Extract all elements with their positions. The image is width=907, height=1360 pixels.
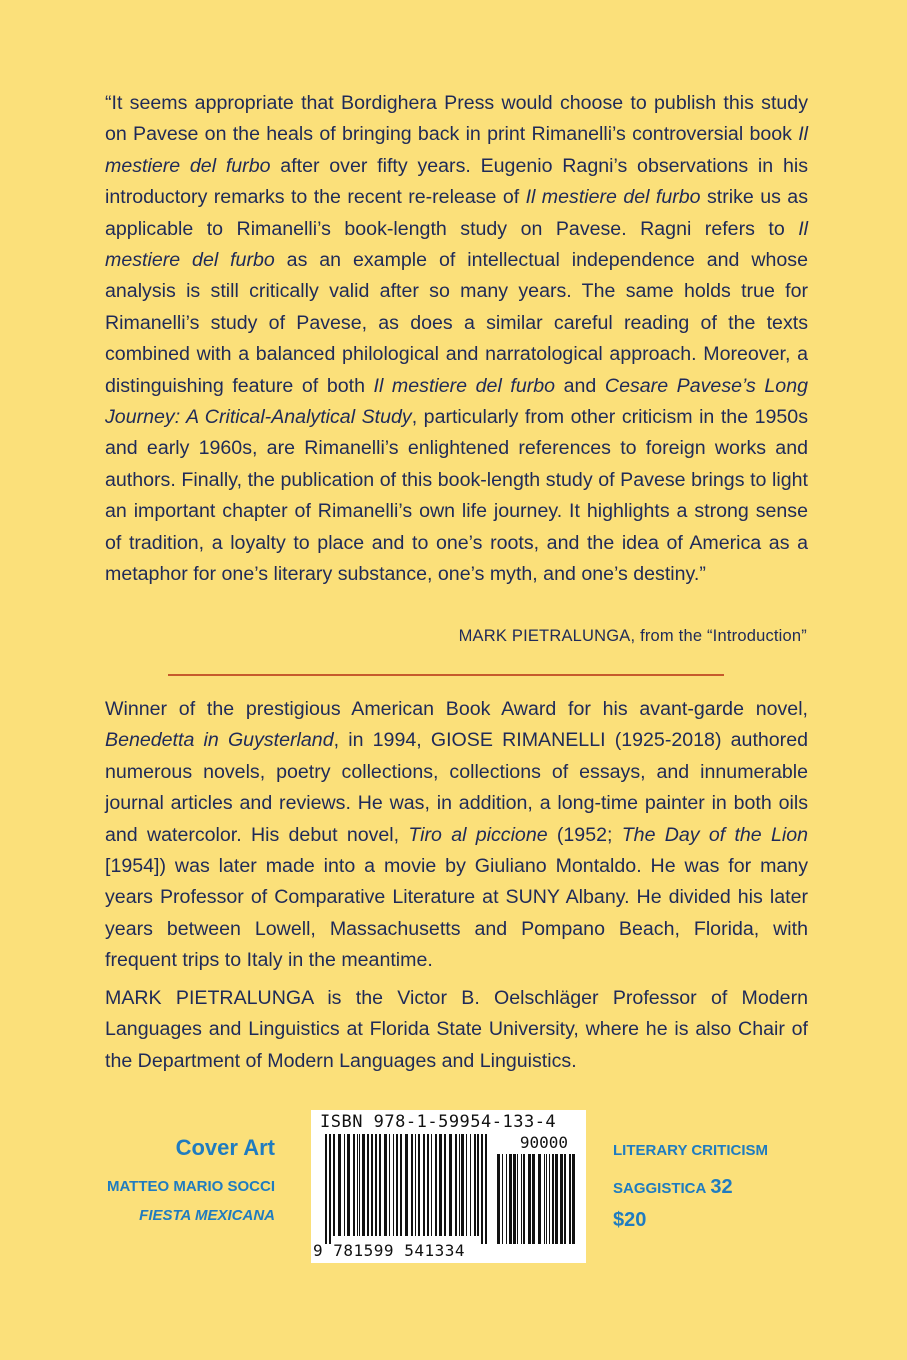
bio-segment: (1952; — [547, 823, 622, 846]
series-number: 32 — [710, 1176, 733, 1198]
barcode-bar — [362, 1134, 365, 1236]
barcode-bar — [449, 1134, 452, 1236]
editor-paragraph: MARK PIETRALUNGA is the Victor B. Oelschläger Professor of Modern Languages and Linguistics at Florida State University, where he is also Chair of the Department of Modern Languages and Linguistics. — [105, 987, 808, 1072]
cover-art-artist: MATTEO MARIO SOCCI — [106, 1178, 275, 1195]
isbn-label: ISBN 978-1-59954-133-4 — [320, 1112, 557, 1132]
section-divider — [168, 674, 724, 676]
barcode-bar — [389, 1134, 390, 1236]
barcode-bar — [552, 1154, 554, 1244]
barcode-bar — [400, 1134, 402, 1236]
classification-credit — [613, 1139, 768, 1233]
quote-segment: “It seems appropriate that Bordighera Press would choose to publish this study on Pavese on the heals of bringing back in print Rimanelli’s controversial book — [105, 92, 808, 146]
price-label: $20 — [613, 1209, 647, 1231]
barcode-bar — [333, 1134, 335, 1236]
isbn-barcode — [311, 1110, 586, 1263]
barcode-bar — [325, 1134, 327, 1244]
bio-segment: Benedetta in Guysterland — [105, 729, 334, 752]
barcode-bar — [444, 1134, 446, 1236]
barcode-bar — [329, 1134, 331, 1244]
back-cover-quote — [105, 88, 808, 591]
barcode-bar — [415, 1134, 416, 1236]
barcode-bar — [477, 1134, 479, 1236]
barcode-bar — [509, 1154, 512, 1244]
barcode-bar — [564, 1154, 566, 1244]
barcode-bar — [411, 1134, 413, 1236]
quote-segment: and — [555, 374, 605, 397]
category-label: LITERARY CRITICISM — [613, 1142, 769, 1159]
barcode-bar — [347, 1134, 350, 1236]
quote-segment: Il mestiere del furbo — [525, 186, 701, 209]
barcode-bar — [546, 1154, 547, 1244]
barcode-bar — [396, 1134, 398, 1236]
barcode-bar — [379, 1134, 381, 1236]
barcode-bar — [523, 1154, 525, 1244]
barcode-bar — [572, 1154, 575, 1244]
cover-art-credit — [107, 1133, 275, 1226]
series-name: SAGGISTICA — [613, 1180, 707, 1197]
bio-segment: , in 1994, GIOSE RIMANELLI (1925-2018) authored numerous novels, poetry collections, collections of essays, and innumerable journal articles and reviews. He was, in addition, a long-time painter in both oils and watercolor. His debut novel, — [105, 729, 808, 846]
barcode-bar — [569, 1154, 571, 1244]
cover-art-heading: Cover Art — [175, 1135, 275, 1160]
quote-segment: Cesare Pavese’s Long Journey: A Critical-Analytical Study — [105, 374, 808, 429]
barcode-bar — [521, 1154, 522, 1244]
barcode-bar — [353, 1134, 355, 1236]
barcode-bar — [517, 1154, 518, 1244]
barcode-bar — [393, 1134, 394, 1236]
series-label — [613, 1173, 768, 1203]
barcode-bar — [538, 1154, 541, 1244]
quote-segment: Il mestiere del furbo — [373, 374, 556, 397]
barcode-bar — [371, 1134, 373, 1236]
editor-bio — [105, 983, 808, 1077]
barcode-bar — [513, 1154, 516, 1244]
barcode-bar — [427, 1134, 429, 1236]
barcode-bar — [439, 1134, 442, 1236]
quote-segment: as an example of intellectual independence and whose analysis is still critically valid after so many years. The same holds true for Rimanelli’s study of Pavese, as does a similar careful reading of the texts combined with a balanced philological and narratological approach. Moreover, a distinguishing feature of both — [105, 249, 808, 397]
barcode-bar — [359, 1134, 360, 1236]
ean-digits: 9 781599 541334 — [313, 1241, 465, 1260]
barcode-bar — [485, 1134, 487, 1244]
bio-segment: The Day of the Lion — [621, 823, 808, 846]
barcode-bar — [431, 1134, 432, 1236]
barcode-bar — [497, 1154, 500, 1244]
bio-segment: Winner of the prestigious American Book Award for his avant-garde novel, — [105, 698, 808, 720]
barcode-bar — [544, 1154, 545, 1244]
barcode-bar — [528, 1154, 531, 1244]
barcode-bar — [549, 1154, 550, 1244]
barcode-bar — [455, 1134, 457, 1236]
quote-segment: Il mestiere del furbo — [105, 123, 808, 177]
bio-paragraph — [105, 694, 808, 977]
quote-segment: after over fifty years. Eugenio Ragni’s observations in his introductory remarks to the recent re-release of — [105, 154, 809, 209]
barcode-bar — [367, 1134, 369, 1236]
barcode-bar — [466, 1134, 467, 1236]
bio-segment: [1954]) was later made into a movie by Giuliano Montaldo. He was for many years Professor of Comparative Literature at SUNY Albany. He divided his later years between Lowell, Massachusetts and Pompano Beach, Florida, with frequent trips to Italy in the meantime. — [105, 855, 808, 972]
cover-art-title: FIESTA MEXICANA — [139, 1207, 275, 1224]
barcode-bar — [338, 1134, 341, 1236]
quote-segment: Il mestiere del furbo — [105, 217, 808, 272]
barcode-bar — [375, 1134, 377, 1236]
barcode-bar — [435, 1134, 437, 1236]
barcode-bar — [481, 1134, 483, 1244]
barcode-bar — [459, 1134, 460, 1236]
barcode-bar — [344, 1134, 345, 1236]
barcode-bar — [461, 1134, 464, 1236]
barcode-bar — [555, 1154, 558, 1244]
barcode-bar — [357, 1134, 358, 1236]
barcode-addon: 90000 — [519, 1133, 568, 1152]
barcode-bar — [560, 1154, 563, 1244]
author-bio — [105, 694, 808, 977]
bio-segment: Tiro al piccione — [408, 823, 548, 846]
barcode-bar — [532, 1154, 535, 1244]
quote-segment: , particularly from other criticism in the 1950s and early 1960s, are Rimanelli’s enlightened references to foreign works and authors. Finally, the publication of this book-length study of Pavese brings to light an important chapter of Rimanelli’s own life journey. It highlights a strong sense of tradition, a loyalty to place and to one’s roots, and the idea of America as a metaphor for one’s literary substance, one’s myth, and one’s destiny.” — [105, 406, 808, 586]
quote-segment: strike us as applicable to Rimanelli’s book-length study on Pavese. Ragni refers to — [105, 186, 808, 240]
barcode-bar — [470, 1134, 471, 1236]
barcode-bar — [506, 1154, 507, 1244]
barcode-bar — [474, 1134, 476, 1236]
barcode-bar — [502, 1154, 503, 1244]
barcode-bar — [384, 1134, 387, 1236]
barcode-bar — [405, 1134, 408, 1236]
quote-attribution: MARK PIETRALUNGA, from the “Introduction” — [458, 627, 807, 645]
barcode-bar — [418, 1134, 420, 1236]
quote-paragraph — [105, 88, 808, 591]
barcode-bar — [423, 1134, 425, 1236]
